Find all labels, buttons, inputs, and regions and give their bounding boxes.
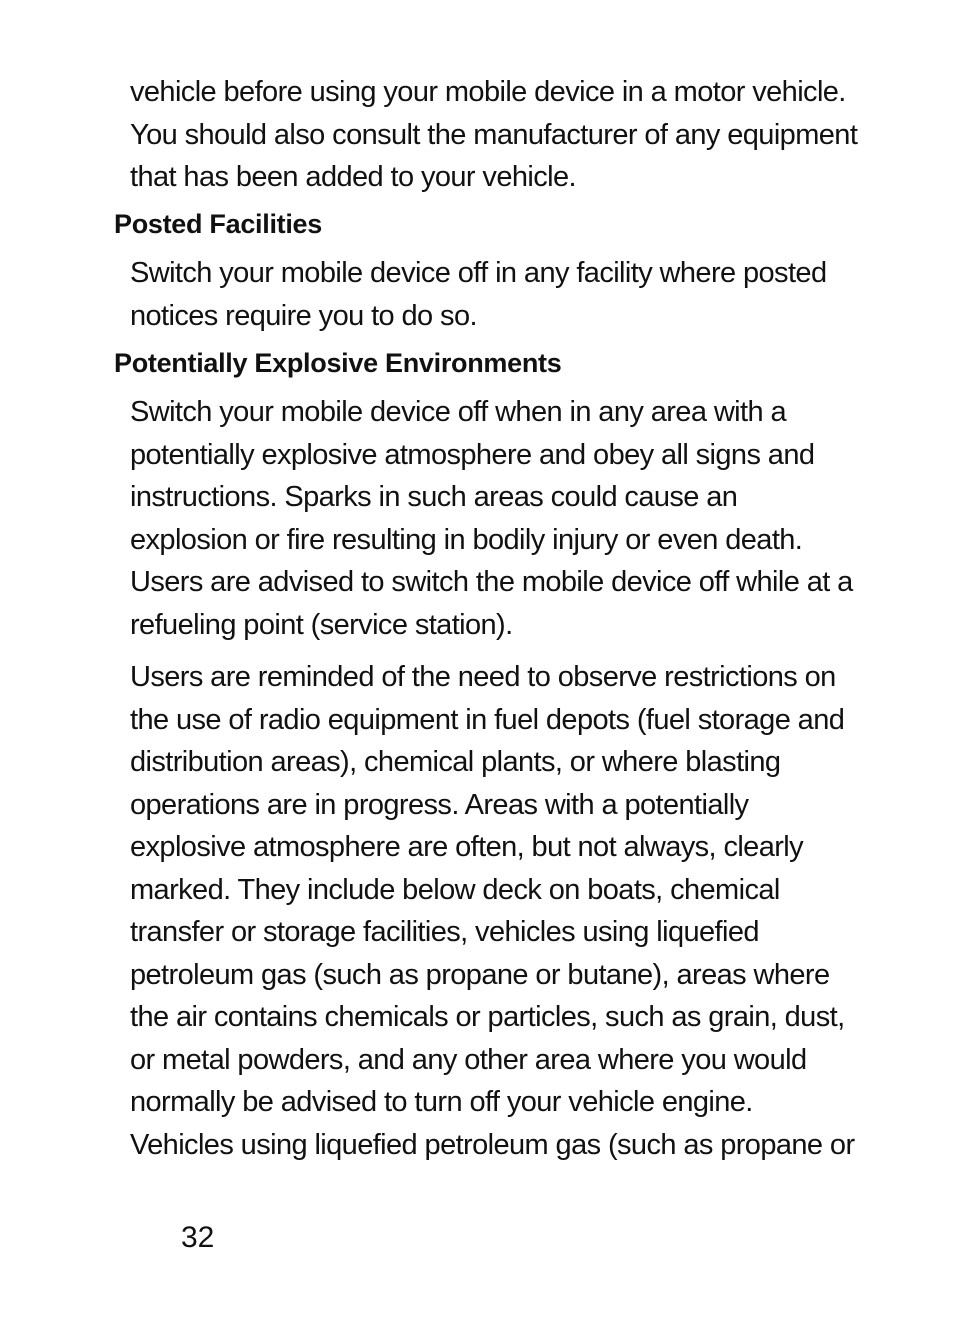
explosive-environments-paragraph-1: Switch your mobile device off when in any area with a potentially explosive atmosphere and obey all signs and instructions. Sparks in such areas could cause an explosion or fire resulting in bodily injury or even death. Users are advised to switch the mobile device off while at a refueling point (service station). xyxy=(130,396,853,641)
posted-facilities-paragraph: Switch your mobile device off in any facility where posted notices require you to do so. xyxy=(130,257,827,332)
section-heading-posted-facilities: Posted Facilities xyxy=(114,209,322,239)
intro-paragraph: vehicle before using your mobile device in a motor vehicle. You should also consult the manufacturer of any equipment that has been added to your vehicle. xyxy=(130,76,858,193)
section-heading-potentially-explosive-environments: Potentially Explosive Environments xyxy=(114,348,562,378)
explosive-environments-paragraph-2: Users are reminded of the need to observe restrictions on the use of radio equipment in fuel depots (fuel storage and distribution areas), chemical plants, or where blasting operations are in progress. Areas with a potentially explosive atmosphere are often, but not always, clearly marked. They include below deck on boats, chemical transfer or storage facilities, vehicles using liquefied petroleum gas (such as propane or butane), areas where the air contains chemicals or particles, such as grain, dust, or metal powders, and any other area where you would normally be advised to turn off your vehicle engine. Vehicles using liquefied petroleum gas (such as propane or xyxy=(130,661,855,1161)
page-number: 32 xyxy=(181,1221,215,1254)
